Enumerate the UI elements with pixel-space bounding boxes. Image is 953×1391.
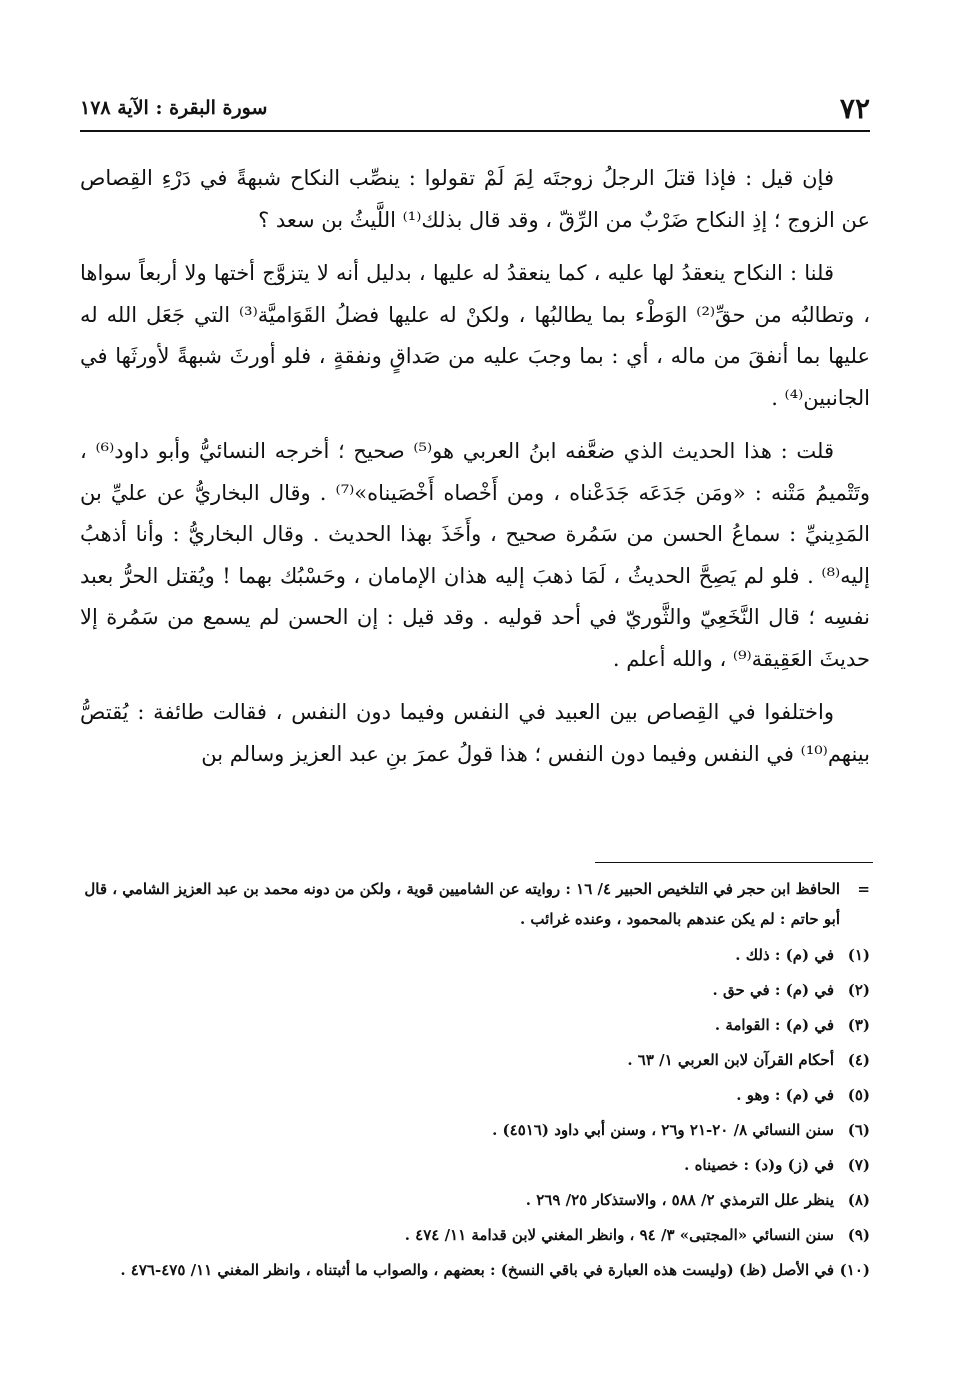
footnote-item <box>80 1150 870 1180</box>
footnote-marker: (٥) <box>847 1086 870 1104</box>
paragraph: فإن قيل : فإذا قتلَ الرجلُ زوجتَه لِمَ لَمْ تقولوا : ينصِّب النكاح شبهةً في دَرْءِ القِصاص عن الزوج ؛ إذِ النكاح ضَرْبٌ من الرِّقّ ، وقد قال بذلك⁽¹⁾ اللَّيثُ بن سعد ؟ <box>80 166 870 232</box>
continuation-marker: = <box>857 880 870 898</box>
footnote-item <box>80 1220 870 1250</box>
footnote-text: في الأصل (ظ) (وليست هذه العبارة في باقي النسخ) : بعضهم ، والصواب ما أثبتناه ، وانظر المغني ١١/ ٤٧٥-٤٧٦ . <box>120 1261 834 1279</box>
running-title: سورة البقرة : الآية ١٧٨ <box>80 97 268 119</box>
footnote-item <box>80 1080 870 1110</box>
footnote-text: أحكام القرآن لابن العربي ١/ ٦٣ . <box>627 1051 834 1069</box>
footnote-text: سنن النسائي «المجتبى» ٣/ ٩٤ ، وانظر المغني لابن قدامة ١١/ ٤٧٤ . <box>404 1226 834 1244</box>
footnote-text: ينظر علل الترمذي ٢/ ٥٨٨ ، والاستذكار ٢٥/ ٢٦٩ . <box>525 1191 834 1209</box>
paragraph: قلنا : النكاح ينعقدُ لها عليه ، كما ينعقدُ له عليها ، بدليل أنه لا يتزوَّج أختها ولا أربعاً سواها ، وتطالبُه من حقِّ⁽²⁾ الوَطْء بما يطالبُها ، ولكنْ له عليها فضلُ القَوَاميَّة⁽³⁾ التي جَعَل الله له عليها بما أنفقَ من ماله ، أي : بما وجبَ عليه من صَداقٍ ونفقةٍ ، فلو أورثَ شبهةً لأورثَها في الجانبين⁽⁴⁾ . <box>80 261 870 410</box>
footnote-text: في (م) : في حق . <box>712 981 834 999</box>
footnote-marker: (٧) <box>847 1156 870 1174</box>
footnote-item <box>80 1115 870 1145</box>
header-divider <box>80 130 870 132</box>
footnote-marker: (٤) <box>847 1051 870 1069</box>
footnote-text: سنن النسائي ٨/ ٢٠-٢١ و٢٦ ، وسنن أبي داود (٤٥١٦) . <box>492 1121 834 1139</box>
footnote-item <box>80 975 870 1005</box>
footnote-item <box>80 1185 870 1215</box>
footnote-item <box>80 940 870 970</box>
footnote-item <box>80 1010 870 1040</box>
footnote-marker: (٦) <box>847 1121 870 1139</box>
main-text <box>80 158 870 787</box>
paragraph: قلت : هذا الحديث الذي ضعَّفه ابنُ العربي هو⁽⁵⁾ صحيح ؛ أخرجه النسائيُّ وأبو داود⁽⁶⁾ ، وتَتْميمُ مَتْنه : «ومَن جَدَعَه جَدَعْناه ، ومن أَخْصاه أَخْصَيناه»⁽⁷⁾ . وقال البخاريُّ عن عليِّ بن المَدِينيِّ : سماعُ الحسن من سَمُرة صحيح ، وأَخَذَ بهذا الحديث . وقال البخاريُّ : وأنا أذهبُ إليه⁽⁸⁾ . فلو لم يَصِحَّ الحديثُ ، لَمَا ذهبَ إليه هذان الإمامان ، وحَسْبُك بهما ! ويُقتل الحرُّ بعبد نفسِه ؛ قال النَّخَعِيّ والثَّوريّ في أحد قوليه . وقد قيل : إن الحسن لم يسمع من سَمُرة إلا حديثَ العَقِيقة⁽⁹⁾ ، والله أعلم . <box>80 439 870 671</box>
footnotes <box>80 874 870 1290</box>
footnote-marker: (٩) <box>847 1226 870 1244</box>
footnote-text: في (ز) و(د) : خصيناه . <box>684 1156 834 1174</box>
page-header <box>80 90 870 126</box>
continuation-text: الحافظ ابن حجر في التلخيص الحبير ٤/ ١٦ : روايته عن الشاميين قوية ، ولكن من دونه محمد بن عبد العزيز الشامي ، قال أبو حاتم : لم يكن عندهم بالمحمود ، وعنده غرائب . <box>84 880 840 928</box>
footnote-text: في (م) : القوامة . <box>714 1016 834 1034</box>
paragraph: واختلفوا في القِصاص بين العبيد في النفس وفيما دون النفس ، فقالت طائفة : يُقتصُّ بينهم⁽¹⁰⁾ في النفس وفيما دون النفس ؛ هذا قولُ عمرَ بنِ عبد العزيز وسالم بن <box>80 700 870 766</box>
footnote-item <box>80 1045 870 1075</box>
footnote-list <box>80 940 870 1285</box>
footnote-divider <box>595 862 873 863</box>
page-number: ٧٢ <box>839 91 870 125</box>
footnote-marker: (٨) <box>847 1191 870 1209</box>
footnote-marker: (٣) <box>847 1016 870 1034</box>
footnote-text: في (م) : وهو . <box>736 1086 834 1104</box>
footnote-marker: (٢) <box>847 981 870 999</box>
footnote-continuation <box>80 874 870 934</box>
footnote-marker: (١) <box>847 946 870 964</box>
footnote-text: في (م) : ذلك . <box>735 946 834 964</box>
footnote-item <box>80 1255 870 1285</box>
footnote-marker: (١٠) <box>839 1261 870 1279</box>
